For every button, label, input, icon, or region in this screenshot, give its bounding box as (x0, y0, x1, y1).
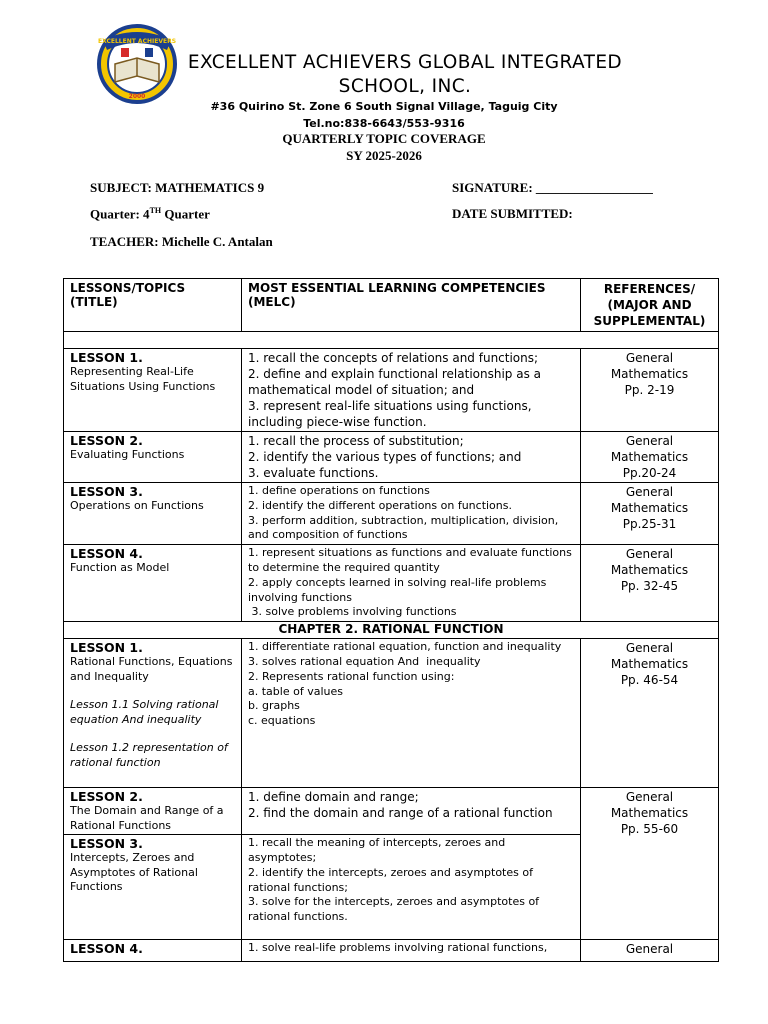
lesson-title: Intercepts, Zeroes and Asymptotes of Rational Functions (70, 851, 198, 894)
subject-label: SUBJECT: MATHEMATICS 9 (90, 180, 265, 195)
topic-coverage-table (63, 278, 719, 962)
lesson-number: LESSON 4. (70, 546, 143, 562)
reference-pages: Pp. 55-60 (620, 822, 679, 837)
quarter-superscript: TH (149, 206, 162, 215)
lesson-cell (64, 483, 242, 545)
school-name: EXCELLENT ACHIEVERS GLOBAL INTEGRATED SCHOOL, INC. (187, 52, 623, 97)
competencies-cell: 1. define operations on functions 2. identify the different operations on functions. 3. perform addition, subtraction, multiplication, division, and composition of functions (242, 483, 581, 545)
quarter-label (90, 206, 210, 222)
competencies-cell: 1. solve real-life problems involving rational functions, (242, 940, 581, 962)
header-references: REFERENCES/ (MAJOR AND SUPPLEMENTAL) (581, 279, 719, 332)
lesson-cell (64, 940, 242, 962)
header-lessons: LESSONS/TOPICS (TITLE) (64, 279, 242, 332)
school-telephone: Tel.no:838-6643/553-9316 (303, 117, 465, 130)
competencies-cell: 1. recall the meaning of intercepts, zeroes and asymptotes; 2. identify the intercepts, zeroes and asymptotes of rational functions; 3. solve for the intercepts, zeroes and asymptotes of rational functions. (242, 835, 581, 940)
references-cell (581, 545, 719, 622)
logo-year: 2000 (128, 93, 146, 100)
lesson-number: LESSON 1. (70, 350, 143, 365)
reference-subject: Mathematics (610, 501, 689, 515)
table-row (64, 639, 719, 788)
chapter-row (64, 622, 719, 639)
document-title: QUARTERLY TOPIC COVERAGE (282, 131, 486, 146)
lesson-cell (64, 545, 242, 622)
reference-book: General (625, 351, 674, 365)
reference-book: General (625, 434, 674, 448)
references-cell (581, 940, 719, 962)
references-cell (581, 483, 719, 545)
table-row (64, 940, 719, 962)
quarter-suffix: Quarter (161, 206, 210, 222)
competencies-cell: 1. recall the process of substitution; 2. identify the various types of functions; and 3. evaluate functions. (242, 432, 581, 483)
lesson-cell (64, 432, 242, 483)
sub-lesson: Lesson 1.2 representation of rational function (70, 741, 228, 769)
reference-pages: Pp.25-31 (622, 517, 677, 531)
lesson-title: Rational Functions, Equations and Inequality (70, 655, 233, 683)
lesson-cell (64, 835, 242, 940)
reference-pages: Pp.20-24 (622, 466, 677, 480)
lesson-title: Operations on Functions (70, 499, 204, 512)
lesson-number: LESSON 1. (70, 640, 143, 656)
lesson-number: LESSON 3. (70, 836, 143, 852)
sub-lesson: Lesson 1.1 Solving rational equation And inequality (70, 698, 219, 726)
reference-book: General (625, 547, 674, 562)
competencies-cell: 1. differentiate rational equation, function and inequality 3. solves rational equation And inequality 2. Represents rational function using: a. table of values b. graphs c. equations (242, 639, 581, 788)
reference-subject: Mathematics (610, 563, 689, 578)
reference-pages: Pp. 32-45 (620, 579, 679, 594)
reference-subject: Mathematics (610, 806, 689, 821)
spacer-row (64, 332, 719, 349)
competencies-cell: 1. define domain and range; 2. find the domain and range of a rational function (242, 788, 581, 835)
table-header-row (64, 279, 719, 332)
table-row (64, 349, 719, 432)
quarter-prefix: Quarter: 4 (90, 206, 150, 222)
teacher-label: TEACHER: Michelle C. Antalan (90, 234, 273, 249)
competencies-cell: 1. represent situations as functions and evaluate functions to determine the required quantity 2. apply concepts learned in solving real-life problems involving functions 3. solve problems involving functions (242, 545, 581, 622)
reference-book: General (625, 485, 674, 499)
reference-book: General (625, 790, 674, 805)
lesson-cell (64, 349, 242, 432)
table-row (64, 432, 719, 483)
lesson-number: LESSON 2. (70, 433, 143, 448)
reference-pages: Pp. 46-54 (620, 673, 679, 688)
references-cell (581, 349, 719, 432)
school-year: SY 2025-2026 (346, 148, 422, 163)
header-melc: MOST ESSENTIAL LEARNING COMPETENCIES (MELC) (242, 279, 581, 332)
table-row (64, 483, 719, 545)
signature-label: SIGNATURE: __________________ (452, 180, 653, 195)
reference-book: General (625, 942, 674, 957)
reference-subject: Mathematics (610, 450, 689, 464)
reference-subject: Mathematics (610, 657, 689, 672)
references-cell (581, 432, 719, 483)
date-submitted-label: DATE SUBMITTED: (452, 206, 573, 221)
references-cell (581, 788, 719, 940)
reference-pages: Pp. 2-19 (624, 383, 675, 397)
logo-banner-text: EXCELLENT ACHIEVERS (97, 38, 177, 45)
lesson-title: Evaluating Functions (70, 448, 185, 461)
lesson-number: LESSON 4. (70, 941, 143, 957)
lesson-number: LESSON 2. (70, 789, 143, 805)
school-address: #36 Quirino St. Zone 6 South Signal Village, Taguig City (210, 100, 558, 113)
reference-subject: Mathematics (610, 367, 689, 381)
spacer-cell (64, 332, 719, 349)
table-row (64, 545, 719, 622)
references-cell (581, 639, 719, 788)
reference-book: General (625, 641, 674, 656)
lesson-cell (64, 639, 242, 788)
table-row (64, 788, 719, 835)
competencies-cell: 1. recall the concepts of relations and functions; 2. define and explain functional relationship as a mathematical model of situation; and 3. represent real-life situations using functions, including piece-wise function. (242, 349, 581, 432)
chapter-title: CHAPTER 2. RATIONAL FUNCTION (64, 622, 719, 639)
lesson-title: Function as Model (70, 561, 170, 575)
lesson-cell (64, 788, 242, 835)
lesson-title: The Domain and Range of a Rational Functions (70, 804, 224, 832)
lesson-number: LESSON 3. (70, 484, 143, 499)
lesson-title: Representing Real-Life Situations Using Functions (70, 365, 216, 393)
